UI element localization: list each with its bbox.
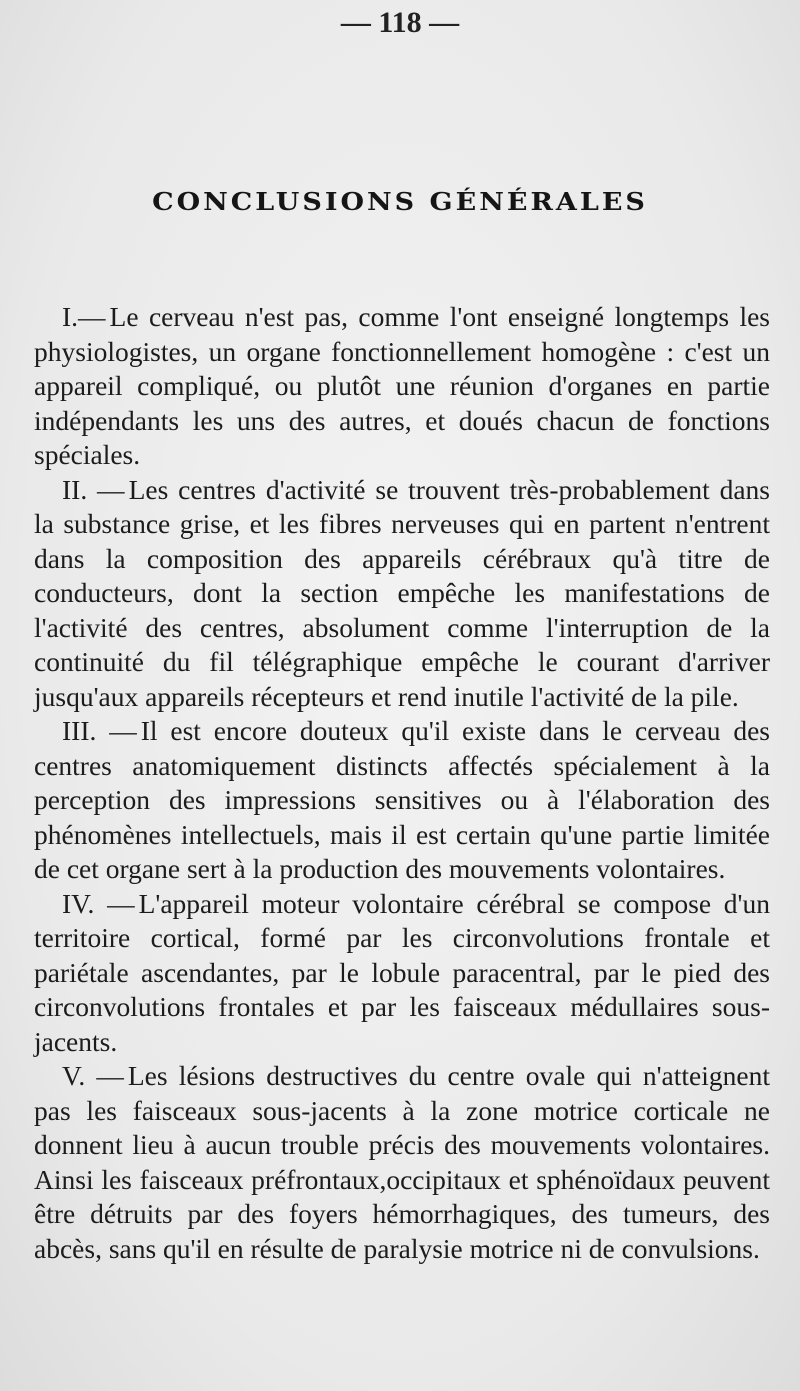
body-text <box>34 300 770 1266</box>
paragraph-number: III. — <box>62 715 137 746</box>
paragraph-number: V. — <box>62 1060 124 1091</box>
paragraph-number: I.— <box>62 301 106 332</box>
paragraph-text: Les centres d'activité se trouvent très-probablement dans la substance grise, et les fibres nerveuses qui en partent n'entrent dans la composition des appareils cérébraux qu'à titre de conducteurs, dont la section empêche les manifestations de l'activité des centres, absolument comme l'interruption de la continuité du fil télégraphique empêche le courant d'arriver jusqu'aux appareils récepteurs et rend inutile l'activité de la pile. <box>34 473 770 712</box>
conclusion-paragraph <box>34 473 770 715</box>
paragraph-text: Les lésions destructives du centre ovale qui n'atteignent pas les faisceaux sous-jacents à la zone motrice corticale ne donnent lieu à aucun trouble précis des mouvements volontaires. Ainsi les faisceaux préfrontaux,occipitaux et sphénoïdaux peuvent être détruits par des foyers hémorrhagiques, des tumeurs, des abcès, sans qu'il en résulte de paralysie motrice ni de convulsions. <box>34 1060 770 1264</box>
paragraph-text: Il est encore douteux qu'il existe dans le cerveau des centres anatomiquement distincts affectés spécialement à la perception des impressions sensitives ou à l'élaboration des phénomènes intellectuels, mais il est certain qu'une partie limitée de cet organe sert à la production des mouvements volontaires. <box>34 715 770 884</box>
paragraph-number: II. — <box>62 473 125 505</box>
paragraph-text: L'appareil moteur volontaire cérébral se compose d'un territoire cortical, formé par les circonvolutions frontale et pariétale ascendantes, par le lobule paracentral, par le pied des circonvolutions frontales et par les faisceaux médullaires sous-jacents. <box>34 887 770 1057</box>
page-number: — 118 — <box>340 6 460 39</box>
conclusion-paragraph <box>34 714 770 887</box>
section-heading: CONCLUSIONS GÉNÉRALES <box>152 188 648 217</box>
paragraph-number: IV. — <box>62 887 135 919</box>
conclusion-paragraph <box>34 300 770 473</box>
conclusion-paragraph <box>34 887 770 1060</box>
conclusion-paragraph <box>34 1059 770 1266</box>
paragraph-text: Le cerveau n'est pas, comme l'ont enseigné longtemps les physiologistes, un organe fonctionnellement homogène : c'est un appareil compliqué, ou plutôt une réunion d'organes en partie indépendants les uns des autres, et doués chacun de fonctions spéciales. <box>34 301 770 470</box>
